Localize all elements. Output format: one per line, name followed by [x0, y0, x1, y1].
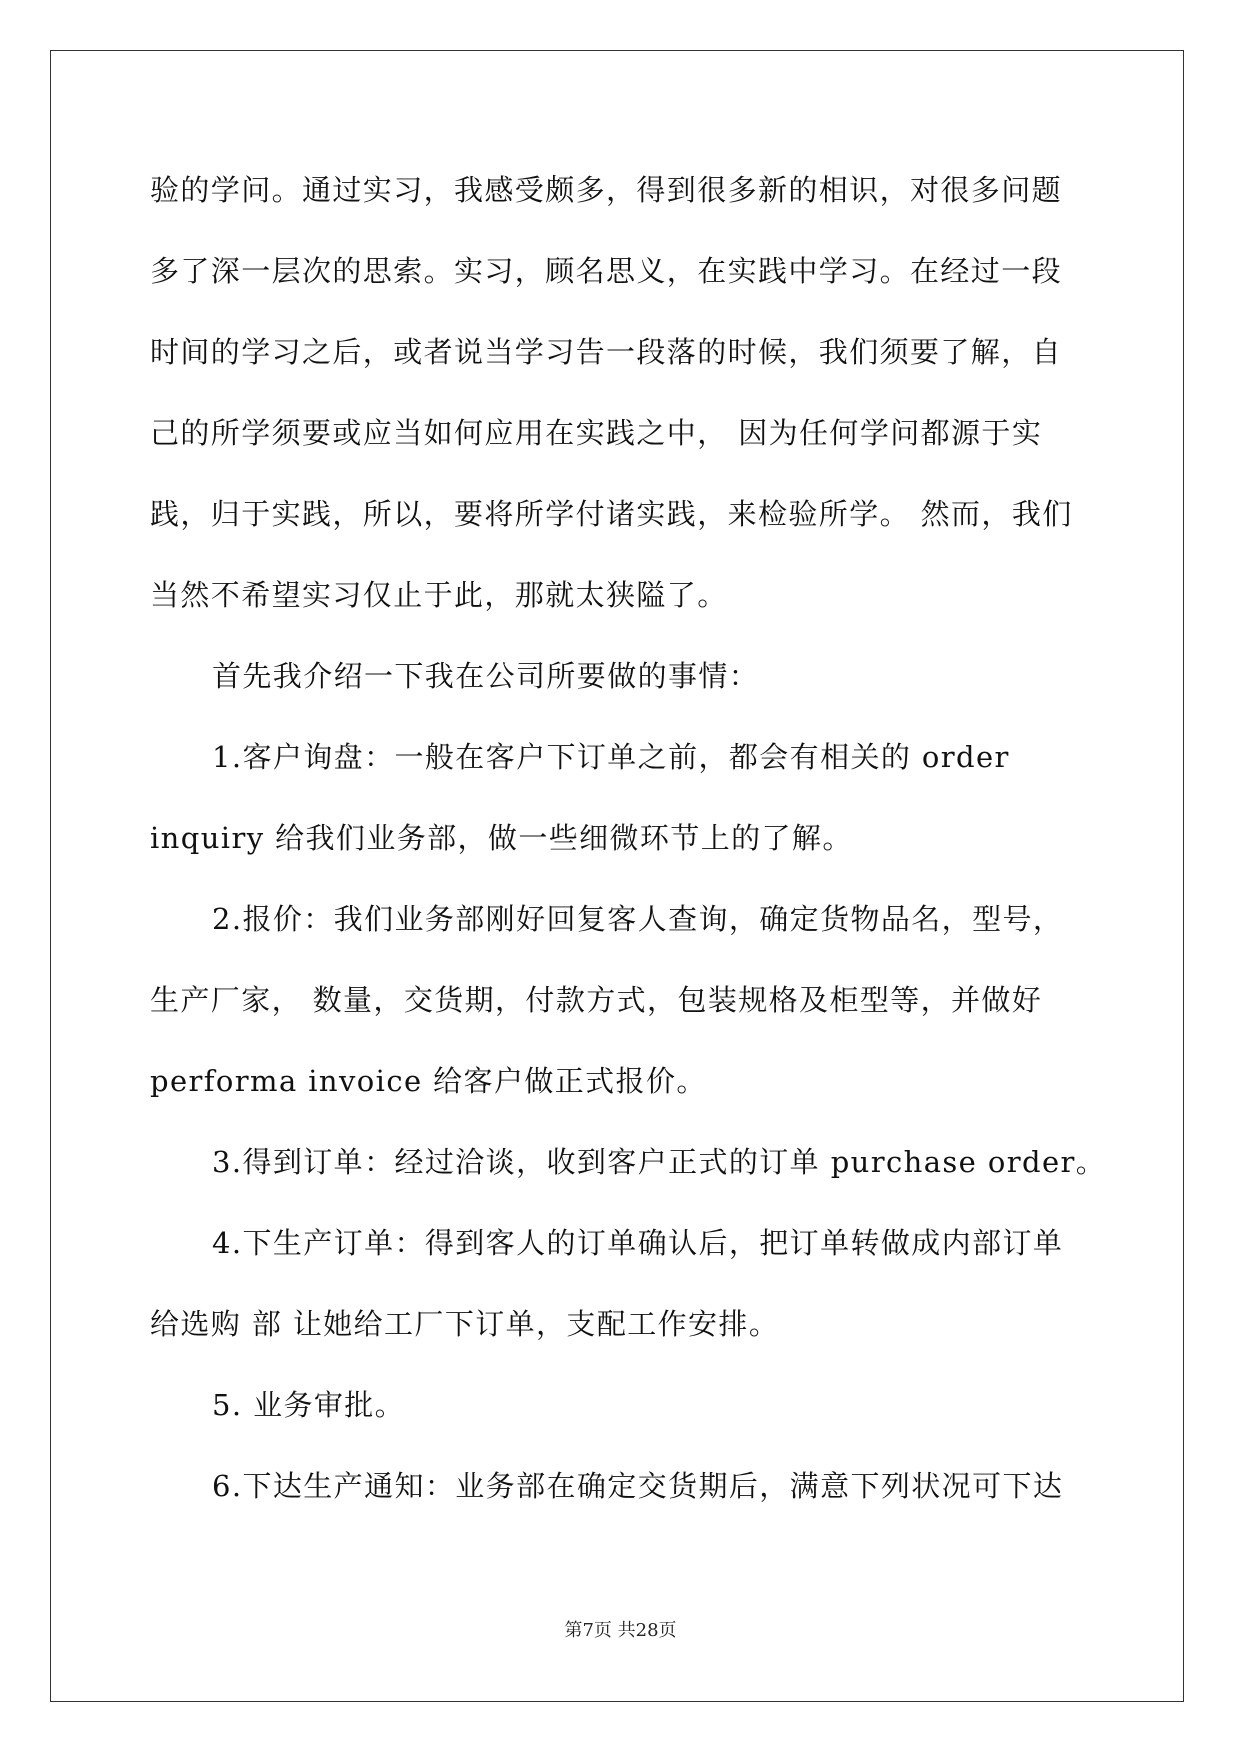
text-line: 己的所学须要或应当如何应用在实践之中， 因为任何学问都源于实 [150, 416, 1043, 450]
text-line: 验的学问。通过实习，我感受颇多，得到很多新的相识，对很多问题 [150, 173, 1063, 207]
text-line: 4.下生产订单：得到客人的订单确认后，把订单转做成内部订单 [212, 1226, 1064, 1260]
text-line: 多了深一层次的思索。实习，顾名思义，在实践中学习。在经过一段 [150, 254, 1063, 288]
text-line: 3.得到订单：经过洽谈，收到客户正式的订单 purchase order。 [212, 1145, 1107, 1179]
text-line: 2.报价：我们业务部刚好回复客人查询，确定货物品名，型号， [212, 902, 1064, 936]
text-line: 5. 业务审批。 [212, 1388, 406, 1422]
text-line: 首先我介绍一下我在公司所要做的事情： [212, 659, 760, 693]
text-line: 生产厂家， 数量，交货期，付款方式，包装规格及柜型等，并做好 [150, 983, 1043, 1017]
text-line: 6.下达生产通知：业务部在确定交货期后，满意下列状况可下达 [212, 1469, 1064, 1503]
text-line: 当然不希望实习仅止于此，那就太狭隘了。 [150, 578, 728, 612]
text-line: 1.客户询盘：一般在客户下订单之前，都会有相关的 order [212, 740, 1010, 774]
text-line: performa invoice 给客户做正式报价。 [150, 1064, 707, 1098]
page-number-footer: 第7页 共28页 [564, 1620, 677, 1641]
text-line: 给选购 部 让她给工厂下订单，支配工作安排。 [150, 1307, 780, 1341]
text-line: inquiry 给我们业务部，做一些细微环节上的了解。 [150, 821, 853, 855]
text-line: 践，归于实践，所以，要将所学付诸实践，来检验所学。 然而，我们 [150, 497, 1073, 531]
document-body [150, 150, 1107, 1527]
text-line: 时间的学习之后，或者说当学习告一段落的时候，我们须要了解，自 [150, 335, 1063, 369]
